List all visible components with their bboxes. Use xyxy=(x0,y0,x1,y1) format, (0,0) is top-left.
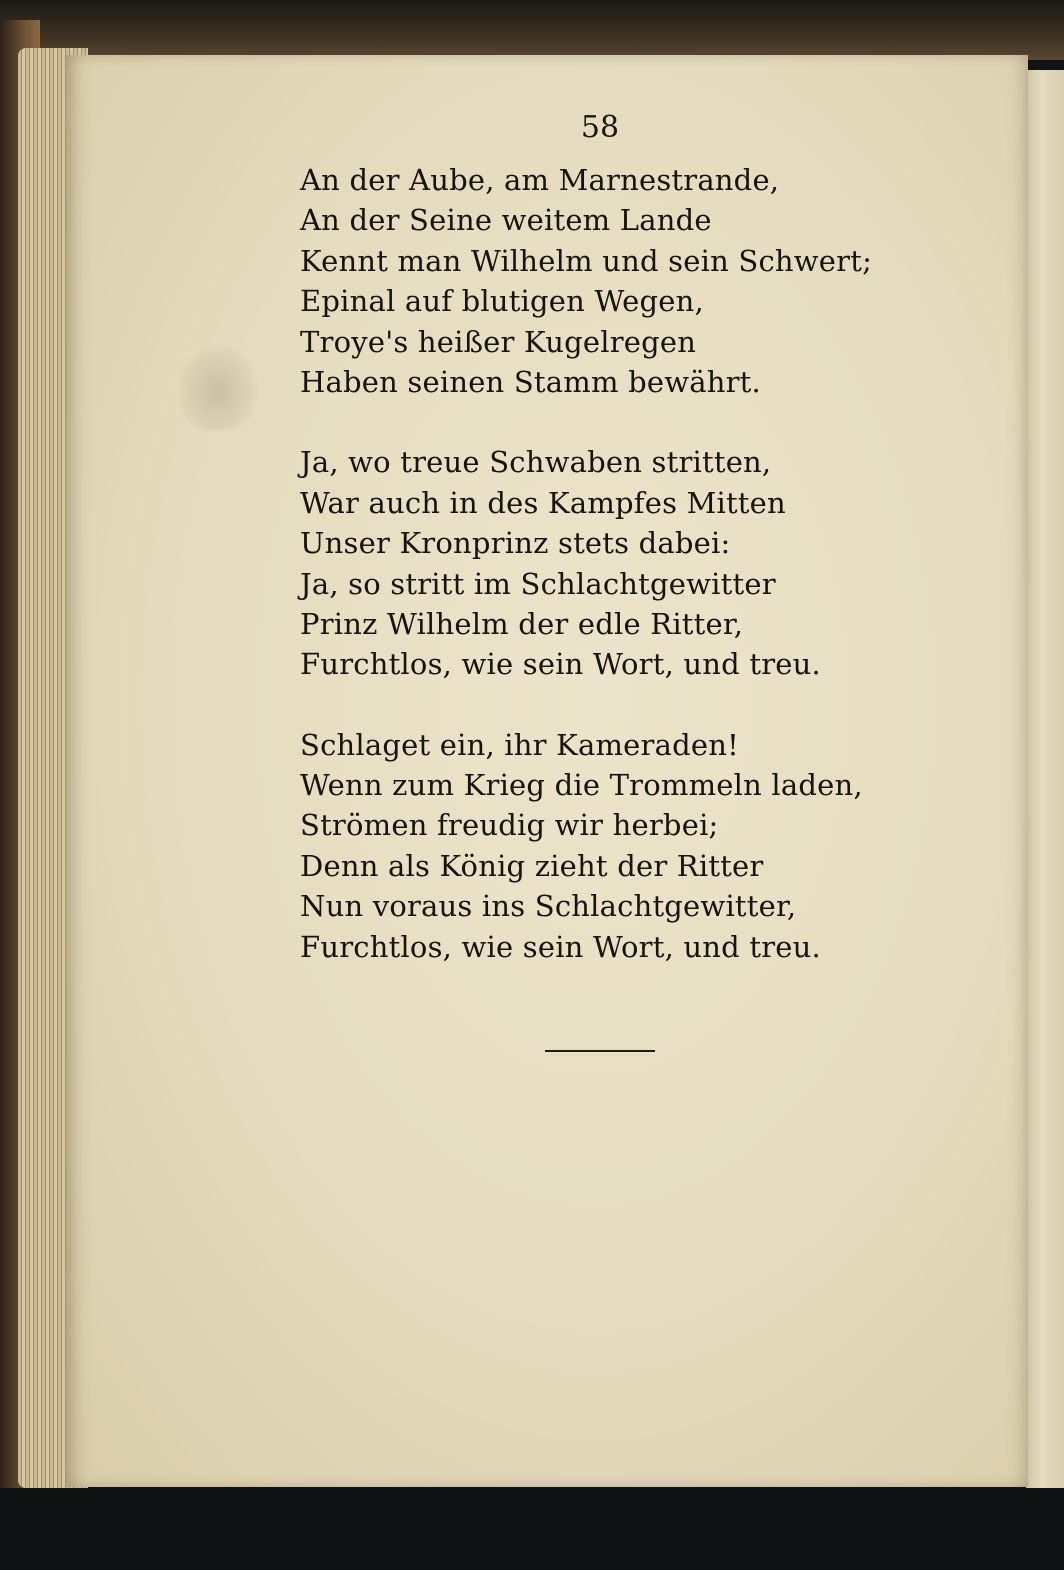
stanza-2 xyxy=(300,442,1000,684)
poem-line: Unser Kronprinz stets dabei: xyxy=(300,526,731,561)
poem-line: Epinal auf blutigen Wegen, xyxy=(300,284,704,319)
stanza-1 xyxy=(300,160,1000,402)
poem-line: Kennt man Wilhelm und sein Schwert; xyxy=(300,243,873,278)
book-cover-top xyxy=(0,0,1064,60)
poem-line: Haben seinen Stamm bewährt. xyxy=(300,364,761,399)
facing-page-edge xyxy=(1026,70,1064,1490)
scan-background-bottom xyxy=(0,1488,1064,1570)
poem-line: Nun voraus ins Schlachtgewitter, xyxy=(300,889,797,924)
stanza-3 xyxy=(300,725,1000,967)
poem-line: An der Seine weitem Lande xyxy=(300,203,712,238)
poem-line: Wenn zum Krieg die Trommeln laden, xyxy=(300,768,863,803)
poem-line: Prinz Wilhelm der edle Ritter, xyxy=(300,606,744,641)
poem-line: Ja, wo treue Schwaben stritten, xyxy=(300,445,772,480)
poem-text xyxy=(300,160,1000,967)
stanza-gap xyxy=(300,402,1000,442)
poem-line: Furchtlos, wie sein Wort, und treu. xyxy=(300,647,821,682)
poem-line: War auch in des Kampfes Mitten xyxy=(300,485,786,520)
page-number: 58 xyxy=(580,110,620,145)
poem-line: Troye's heißer Kugelregen xyxy=(300,324,697,359)
poem-line: Ja, so stritt im Schlachtgewitter xyxy=(300,566,776,601)
stanza-gap xyxy=(300,685,1000,725)
paper-stain xyxy=(178,345,258,430)
poem-line: An der Aube, am Marnestrande, xyxy=(300,163,780,197)
end-rule xyxy=(545,1050,655,1052)
poem-line: Strömen freudig wir herbei; xyxy=(300,808,719,843)
poem-line: Denn als König zieht der Ritter xyxy=(300,848,764,883)
poem-line: Schlaget ein, ihr Kameraden! xyxy=(300,727,739,762)
poem-line: Furchtlos, wie sein Wort, und treu. xyxy=(300,929,821,964)
